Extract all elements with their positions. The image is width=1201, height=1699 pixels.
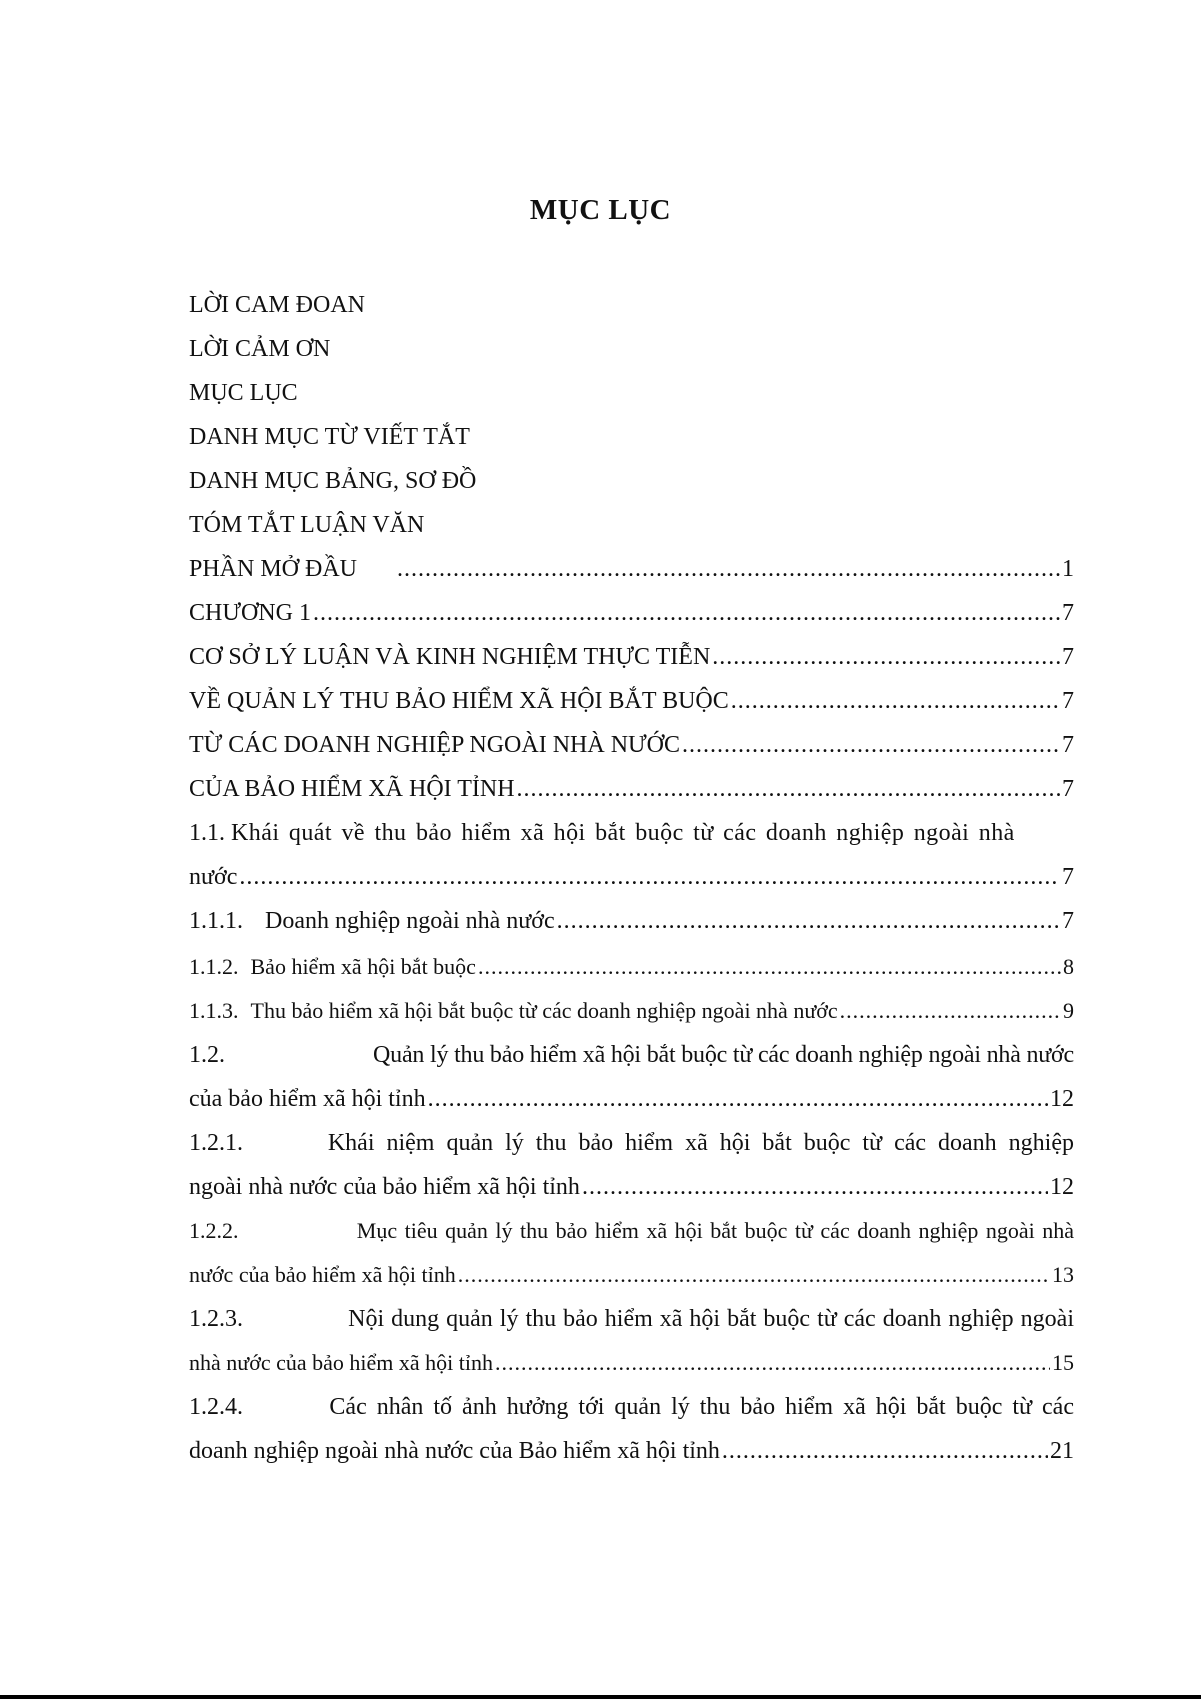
toc-entry-1-1[interactable] [189, 813, 1074, 853]
toc-page-number: 12 [1050, 1174, 1074, 1200]
toc-entry-number: 1.1.3. [189, 998, 239, 1023]
toc-page-number: 7 [1062, 732, 1074, 758]
toc-page-number: 7 [1062, 908, 1074, 934]
toc-entry-1-2[interactable] [189, 1035, 1074, 1075]
toc-entry-1-2-3-cont[interactable] [189, 1343, 1074, 1383]
dot-leader [840, 991, 1061, 1031]
toc-page-number: 21 [1050, 1438, 1074, 1464]
toc-entry-text: nước [189, 864, 238, 890]
dot-leader [557, 901, 1060, 941]
toc-entry-text: Nội dung quản lý thu bảo hiểm xã hội bắt buộc từ các doanh nghiệp ngoài [348, 1306, 1074, 1332]
toc-entry-number: 1.2.2. [189, 1218, 239, 1243]
dot-leader [517, 769, 1060, 809]
toc-entry-text: Mục tiêu quản lý thu bảo hiểm xã hội bắt buộc từ các doanh nghiệp ngoài nhà [356, 1218, 1074, 1243]
toc-page-number: 1 [1062, 556, 1074, 582]
toc-entry-text: nhà nước của bảo hiểm xã hội tỉnh [189, 1350, 493, 1375]
toc-entry-1-2-1-cont[interactable] [189, 1167, 1074, 1207]
toc-entry-danh-muc-tu-viet-tat[interactable] [189, 417, 1074, 457]
toc-entry-text: Thu bảo hiểm xã hội bắt buộc từ các doanh nghiệp ngoài nhà nước [250, 998, 838, 1023]
toc-entry-number: 1.2.1. [189, 1130, 243, 1156]
dot-leader [478, 947, 1061, 987]
toc-entry-text: PHẦN MỞ ĐẦU [189, 556, 358, 582]
dot-leader [239, 857, 1060, 897]
toc-entry-phan-mo-dau[interactable] [189, 549, 1074, 589]
toc-entry-co-so-ly-luan[interactable] [189, 637, 1074, 677]
toc-entry-text: MỤC LỤC [189, 380, 298, 406]
toc-entry-text: của bảo hiểm xã hội tỉnh [189, 1086, 426, 1112]
toc-entry-text: Bảo hiểm xã hội bắt buộc [250, 954, 476, 979]
toc-entry-text: nước của bảo hiểm xã hội tỉnh [189, 1262, 456, 1287]
toc-entry-text: LỜI CẢM ƠN [189, 336, 331, 362]
toc-entry-loi-cam-on[interactable] [189, 329, 1074, 369]
toc-entry-text: Khái niệm quản lý thu bảo hiểm xã hội bắt buộc từ các doanh nghiệp [327, 1130, 1074, 1156]
toc-page-number: 7 [1062, 864, 1074, 890]
toc-entry-1-1-cont[interactable] [189, 857, 1074, 897]
page-bottom-edge [0, 1695, 1201, 1699]
toc-entry-1-2-3[interactable] [189, 1299, 1074, 1339]
dot-leader [731, 681, 1060, 721]
toc-entry-1-1-2[interactable] [189, 947, 1074, 987]
toc-entry-text: CHƯƠNG 1 [189, 600, 311, 626]
toc-entry-1-2-cont[interactable] [189, 1079, 1074, 1119]
toc-entry-text: Các nhân tố ảnh hưởng tới quản lý thu bảo hiểm xã hội bắt buộc từ các [329, 1394, 1074, 1420]
dot-leader [712, 637, 1060, 677]
toc-entry-number: 1.1.1. [189, 908, 243, 934]
dot-leader [428, 1079, 1048, 1119]
toc-page-number: 13 [1052, 1262, 1074, 1287]
toc-entry-text: DANH MỤC TỪ VIẾT TẮT [189, 424, 470, 450]
toc-page-number: 15 [1052, 1350, 1074, 1375]
toc-entry-1-2-4[interactable] [189, 1387, 1074, 1427]
toc-entry-1-1-3[interactable] [189, 991, 1074, 1031]
toc-entry-text: doanh nghiệp ngoài nhà nước của Bảo hiểm xã hội tỉnh [189, 1438, 720, 1464]
toc-page-number: 7 [1062, 688, 1074, 714]
toc-entry-1-2-2[interactable] [189, 1211, 1074, 1251]
toc-entry-ve-quan-ly-thu[interactable] [189, 681, 1074, 721]
page-title: MỤC LỤC [529, 194, 672, 226]
toc-entry-text: CƠ SỞ LÝ LUẬN VÀ KINH NGHIỆM THỰC TIỄN [189, 644, 711, 670]
toc-entry-text: Doanh nghiệp ngoài nhà nước [265, 908, 555, 934]
toc-entry-text: Khái quát về thu bảo hiểm xã hội bắt buộc từ các doanh nghiệp ngoài nhà [231, 820, 1015, 846]
toc-entry-loi-cam-doan[interactable] [189, 285, 1074, 325]
toc-entry-text: TỪ CÁC DOANH NGHIỆP NGOÀI NHÀ NƯỚC [189, 732, 681, 758]
dot-leader [458, 1255, 1050, 1295]
toc-entry-number: 1.1. [189, 820, 225, 846]
toc-entry-number: 1.1.2. [189, 954, 239, 979]
toc-entry-text: DANH MỤC BẢNG, SƠ ĐỒ [189, 468, 477, 494]
toc-entry-danh-muc-bang-so-do[interactable] [189, 461, 1074, 501]
toc-entry-text: ngoài nhà nước của bảo hiểm xã hội tỉnh [189, 1174, 580, 1200]
toc-entry-cua-bao-hiem[interactable] [189, 769, 1074, 809]
toc-page-number: 9 [1063, 998, 1074, 1023]
dot-leader [722, 1431, 1048, 1471]
dot-leader [495, 1343, 1050, 1383]
toc-page-number: 7 [1062, 776, 1074, 802]
toc-entry-1-2-4-cont[interactable] [189, 1431, 1074, 1471]
toc-entry-muc-luc[interactable] [189, 373, 1074, 413]
toc-entry-1-2-1[interactable] [189, 1123, 1074, 1163]
toc-page-number: 12 [1050, 1086, 1074, 1112]
toc-entry-number: 1.2. [189, 1042, 225, 1068]
dot-leader [682, 725, 1060, 765]
toc-entry-text: VỀ QUẢN LÝ THU BẢO HIỂM XÃ HỘI BẮT BUỘC [189, 688, 729, 714]
toc-entry-text: LỜI CAM ĐOAN [189, 292, 365, 318]
toc-entry-chuong-1[interactable] [189, 593, 1074, 633]
toc-entry-text: CỦA BẢO HIỂM XÃ HỘI TỈNH [189, 776, 515, 802]
toc-entry-text: TÓM TẮT LUẬN VĂN [189, 512, 425, 538]
toc-entry-tu-cac-doanh-nghiep[interactable] [189, 725, 1074, 765]
toc-entry-1-1-1[interactable] [189, 901, 1074, 941]
toc-entry-number: 1.2.3. [189, 1306, 243, 1332]
dot-leader [582, 1167, 1048, 1207]
toc-page-number: 7 [1062, 600, 1074, 626]
toc-page-number: 7 [1062, 644, 1074, 670]
toc-entry-number: 1.2.4. [189, 1394, 243, 1420]
dot-leader [397, 549, 1060, 589]
toc-page-number: 8 [1063, 954, 1074, 979]
toc-entry-1-2-2-cont[interactable] [189, 1255, 1074, 1295]
dot-leader [313, 593, 1060, 633]
toc-entry-text: Quản lý thu bảo hiểm xã hội bắt buộc từ các doanh nghiệp ngoài nhà nước [373, 1042, 1074, 1068]
toc-entry-tom-tat-luan-van[interactable] [189, 505, 1074, 545]
